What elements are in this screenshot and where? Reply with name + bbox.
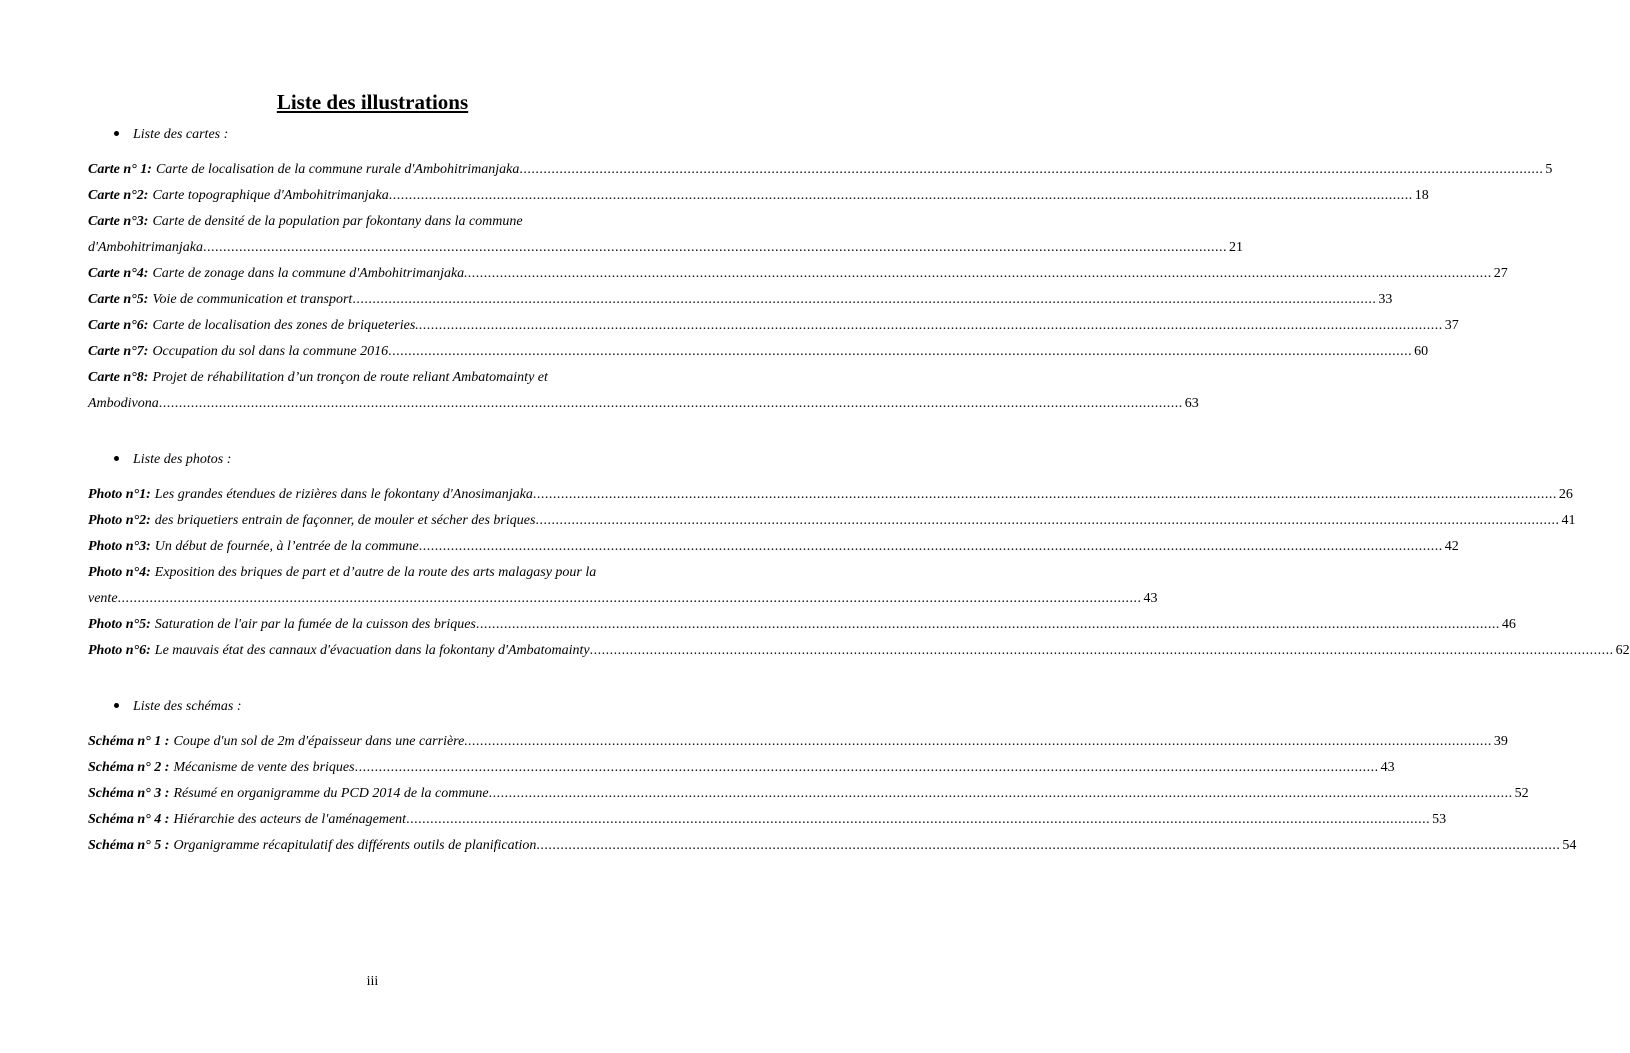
toc-entry-photo-2[interactable]: Photo n°2: des briquetiers entrain de façonner, de mouler et sécher des briques ..... 41 (88, 513, 656, 535)
toc-entry-carte-6[interactable]: Carte n°6: Carte de localisation des zones de briqueteries. ..... 37 (88, 318, 656, 340)
bullet-icon (114, 703, 119, 708)
bullet-icon (114, 131, 119, 136)
page-title: Liste des illustrations (276, 90, 469, 114)
toc-entry-schema-1[interactable]: Schéma n° 1 : Coupe d'un sol de 2m d'épaisseur dans une carrière. ..... 39 (88, 734, 656, 756)
toc-entry-carte-2[interactable]: Carte n°2: Carte topographique d'Ambohitrimanjaka ..... 18 (88, 188, 656, 210)
toc-entry-carte-8-cont[interactable]: Ambodivona ..... 63 (88, 396, 656, 418)
toc-entry-carte-3[interactable]: Carte n°3: Carte de densité de la population par fokontany dans la commune (88, 214, 523, 229)
section-heading-schemas: Liste des schémas : (114, 699, 242, 715)
toc-entry-schema-3[interactable]: Schéma n° 3 : Résumé en organigramme du PCD 2014 de la commune ..... 52 (88, 786, 656, 808)
toc-entry-carte-4[interactable]: Carte n°4: Carte de zonage dans la commune d'Ambohitrimanjaka. ..... 27 (88, 266, 656, 288)
section-heading-cartes: Liste des cartes : (114, 127, 228, 143)
toc-entry-carte-1[interactable]: Carte n° 1: Carte de localisation de la commune rurale d'Ambohitrimanjaka ..... 5 (88, 162, 656, 184)
toc-entry-photo-1[interactable]: Photo n°1: Les grandes étendues de rizières dans le fokontany d'Anosimanjaka ..... 26 (88, 487, 656, 509)
toc-entry-schema-5[interactable]: Schéma n° 5 : Organigramme récapitulatif des différents outils de planification ..... 54 (88, 838, 656, 860)
toc-entry-photo-6[interactable]: Photo n°6: Le mauvais état des cannaux d'évacuation dans la fokontany d'Ambatomainty ..... 62 (88, 643, 656, 665)
toc-entry-photo-5[interactable]: Photo n°5: Saturation de l'air par la fumée de la cuisson des briques ..... 46 (88, 617, 656, 639)
toc-entry-carte-7[interactable]: Carte n°7: Occupation du sol dans la commune 2016 ..... 60 (88, 344, 656, 366)
toc-entry-photo-3[interactable]: Photo n°3: Un début de fournée, à l’entrée de la commune ..... 42 (88, 539, 656, 561)
toc-entry-carte-8[interactable]: Carte n°8: Projet de réhabilitation d’un tronçon de route reliant Ambatomainty et (88, 370, 548, 385)
page-number: iii (366, 974, 379, 989)
toc-entry-schema-4[interactable]: Schéma n° 4 : Hiérarchie des acteurs de l'aménagement ..... 53 (88, 812, 656, 834)
toc-entry-photo-4[interactable]: Photo n°4: Exposition des briques de part et d’autre de la route des arts malagasy pour la (88, 565, 597, 580)
toc-entry-carte-5[interactable]: Carte n°5: Voie de communication et transport ..... 33 (88, 292, 656, 314)
toc-entry-photo-4-cont[interactable]: vente ..... 43 (88, 591, 656, 613)
toc-entry-carte-3-cont[interactable]: d'Ambohitrimanjaka ..... 21 (88, 240, 656, 262)
toc-entry-schema-2[interactable]: Schéma n° 2 : Mécanisme de vente des briques ..... 43 (88, 760, 656, 782)
section-heading-photos: Liste des photos : (114, 452, 231, 468)
bullet-icon (114, 456, 119, 461)
